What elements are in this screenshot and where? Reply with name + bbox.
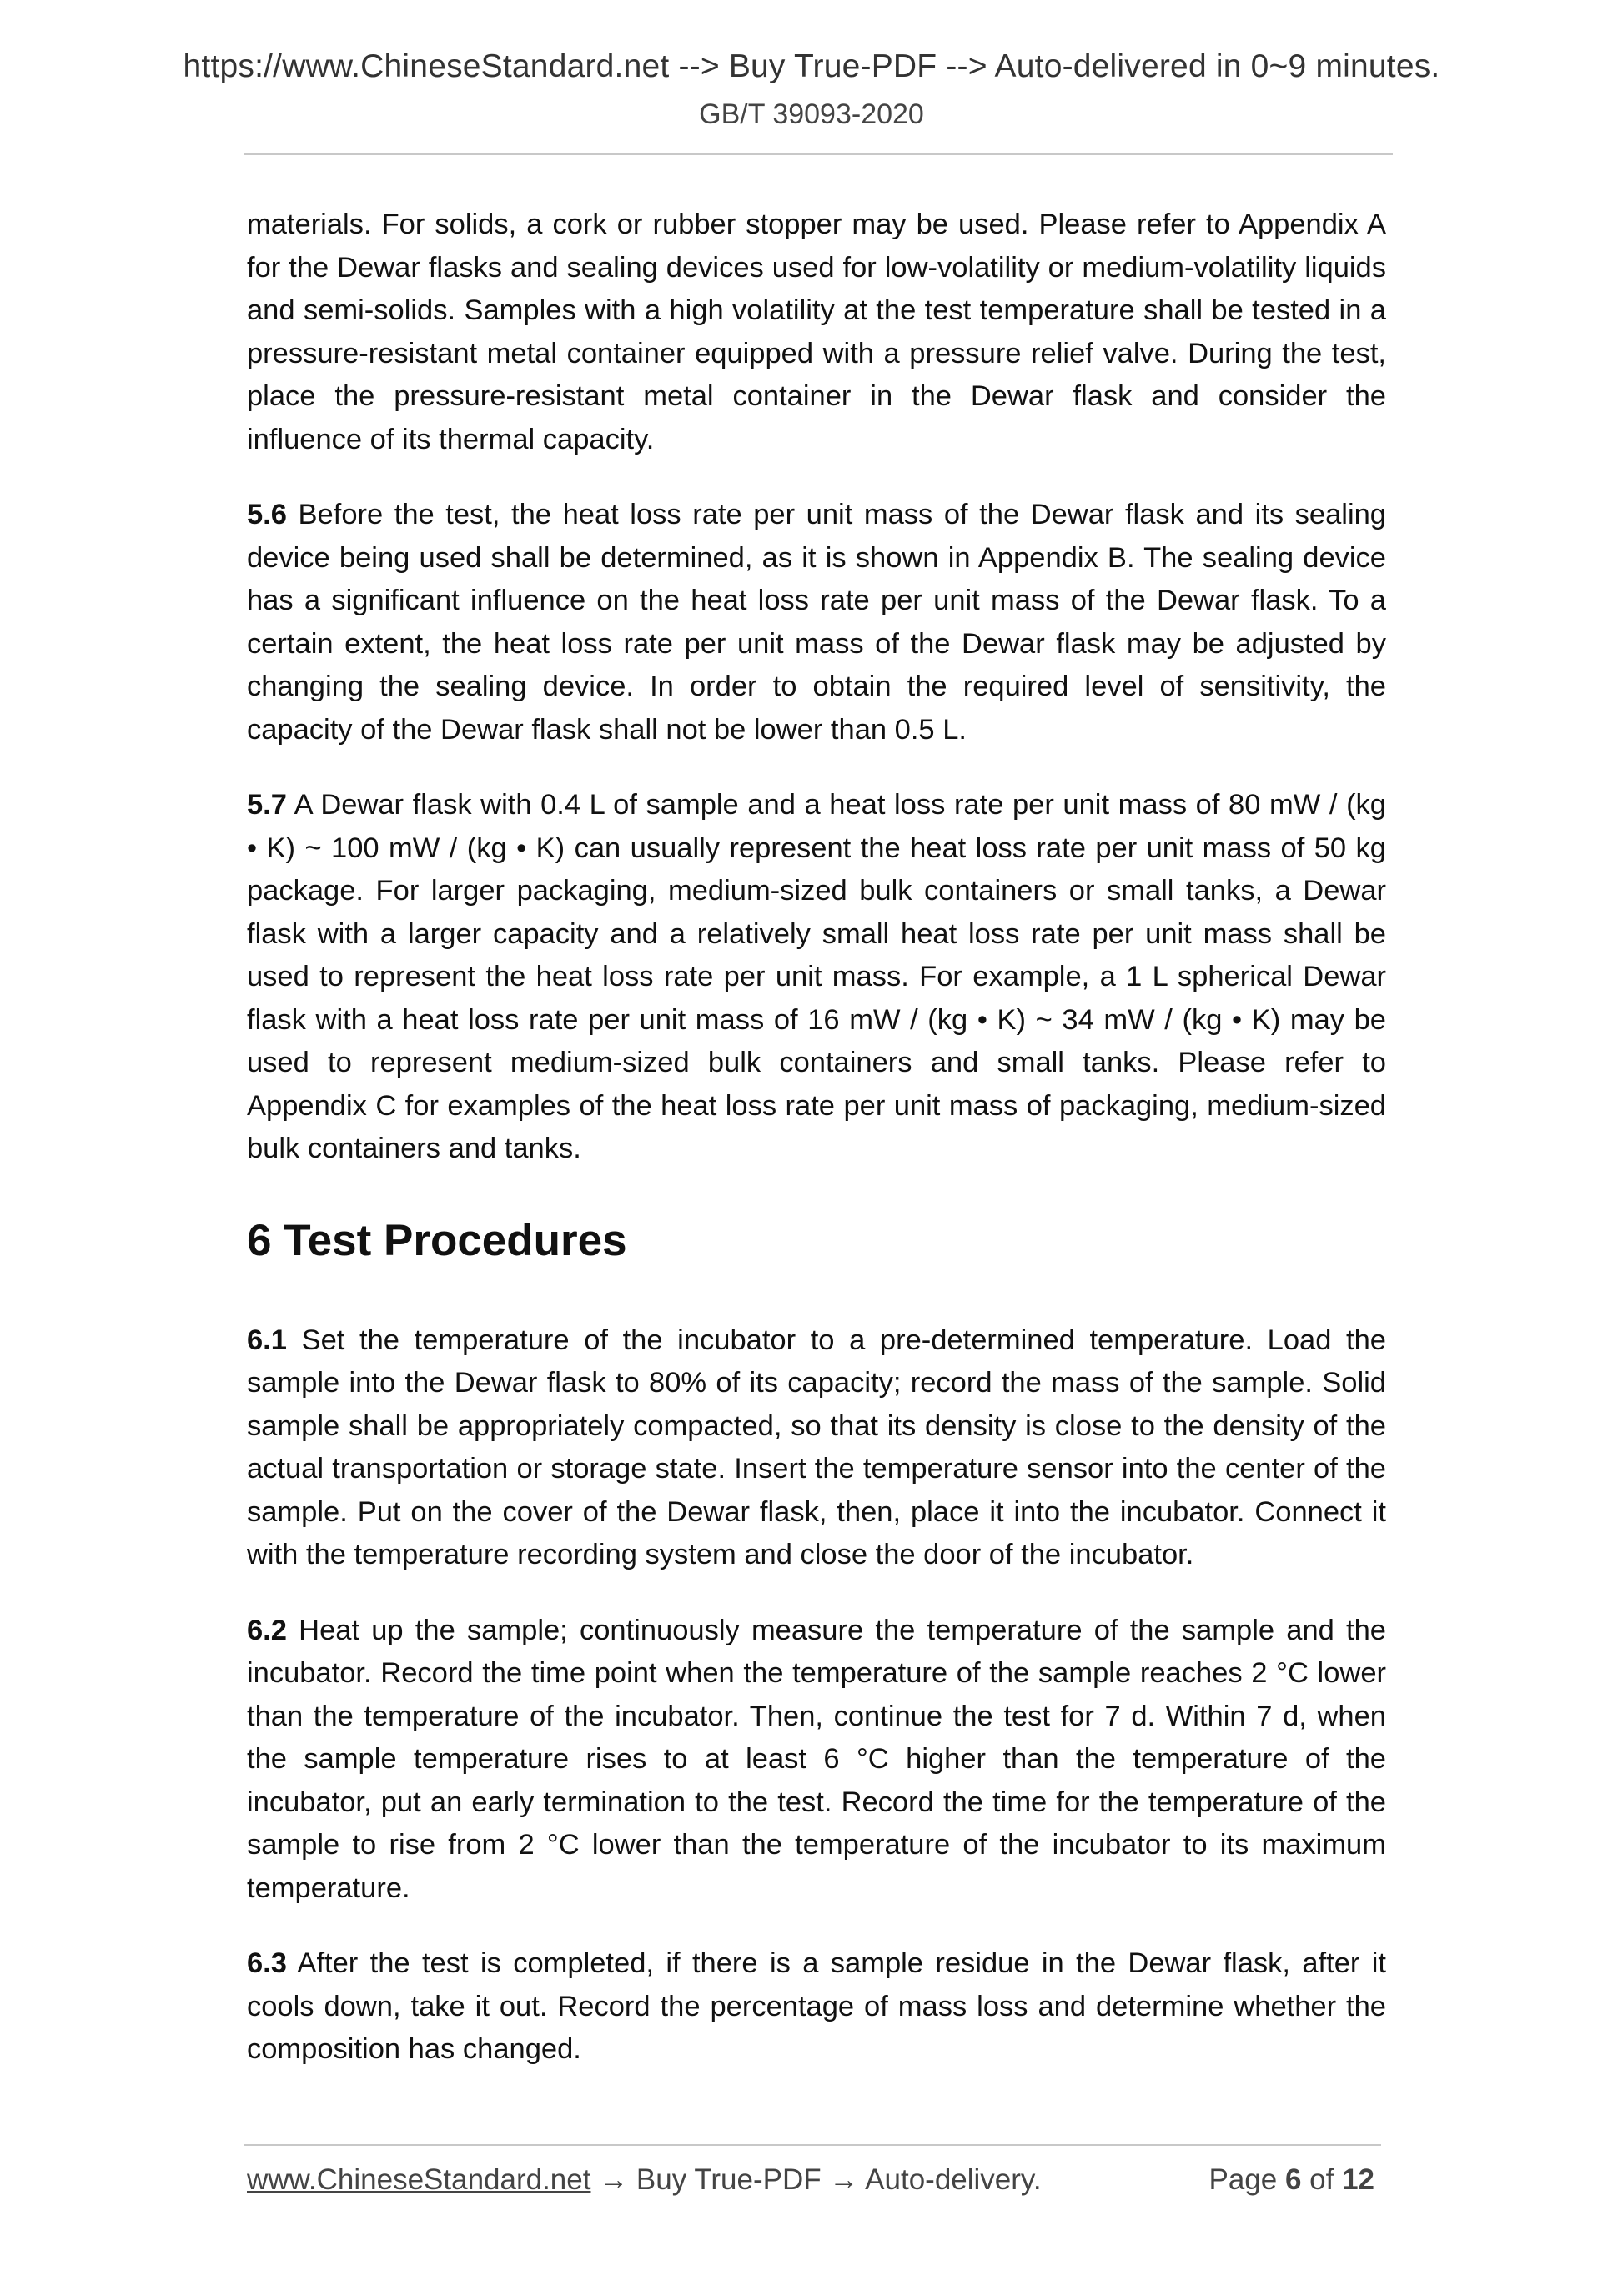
clause-text: A Dewar flask with 0.4 L of sample and a heat loss rate per unit mass of 80 mW / (kg • K) ~ 100 mW / (kg • K) can usually represent the heat loss rate per unit mass of 50 kg package. For larger packaging, medium-sized bulk containers or small tanks, a Dewar flask with a larger capacity and a relatively small heat loss rate per unit mass shall be used to represent the heat loss rate per unit mass. For example, a 1 L spherical Dewar flask with a heat loss rate per unit mass of 16 mW / (kg • K) ~ 34 mW / (kg • K) may be used to represent medium-sized bulk containers and small tanks. Please refer to Appendix C for examples of the heat loss rate per unit mass of packaging, medium-sized bulk containers and tanks.: [247, 789, 1386, 1164]
clause-5-7: [247, 784, 1386, 1171]
current-page-number: 6: [1284, 2163, 1302, 2196]
total-pages-number: 12: [1342, 2163, 1374, 2196]
clause-6-2: [247, 1610, 1386, 1911]
page-footer: [247, 2163, 1381, 2200]
website-link[interactable]: www.ChineseStandard.net: [247, 2163, 591, 2196]
paragraph-text: materials. For solids, a cork or rubber stopper may be used. Please refer to Appendix A for the Dewar flasks and sealing devices used for low-volatility or medium-volatility liquids and semi-solids. Samples with a high volatility at the test temperature shall be tested in a pressure-resistant metal container equipped with a pressure relief valve. During the test, place the pressure-resistant metal container in the Dewar flask and consider the influence of its thermal capacity.: [247, 208, 1386, 455]
clause-text: Set the temperature of the incubator to a pre-determined temperature. Load the sample into the Dewar flask to 80% of its capacity; record the mass of the sample. Solid sample shall be appropriately compacted, so that its density is close to the density of the actual transportation or storage state. Insert the temperature sensor into the center of the sample. Put on the cover of the Dewar flask, then, place it into the incubator. Connect it with the temperature recording system and close the door of the incubator.: [247, 1324, 1386, 1570]
page-content: [247, 203, 1386, 2072]
clause-text: Before the test, the heat loss rate per unit mass of the Dewar flask and its sealing device being used shall be determined, as it is shown in Appendix B. The sealing device has a significant influence on the heat loss rate per unit mass of the Dewar flask. To a certain extent, the heat loss rate per unit mass of the Dewar flask may be adjusted by changing the sealing device. In order to obtain the required level of sensitivity, the capacity of the Dewar flask shall not be lower than 0.5 L.: [247, 499, 1386, 746]
document-code: GB/T 39093-2020: [699, 98, 924, 130]
clause-text: After the test is completed, if there is a sample residue in the Dewar flask, after it cools down, take it out. Record the percentage of mass loss and determine whether the composition has changed.: [247, 1947, 1386, 2065]
clause-text: Heat up the sample; continuously measure the temperature of the sample and the incubator. Record the time point when the temperature of the sample reaches 2 °C lower than the temperature of the incubator. Then, continue the test for 7 d. Within 7 d, when the sample temperature rises to at least 6 °C higher than the temperature of the incubator, put an early termination to the test. Record the time for the temperature of the sample to rise from 2 °C lower than the temperature of the incubator to its maximum temperature.: [247, 1614, 1386, 1904]
clause-number: 6.2: [247, 1614, 287, 1646]
clause-5-6: [247, 494, 1386, 751]
clause-6-1: [247, 1319, 1386, 1577]
clause-number: 6.1: [247, 1324, 287, 1356]
footer-divider: [244, 2144, 1381, 2146]
footer-tagline: → Buy True-PDF → Auto-delivery.: [590, 2163, 1042, 2196]
page-word: Page: [1208, 2163, 1285, 2196]
header-divider: [244, 153, 1393, 155]
clause-number: 6.3: [247, 1947, 287, 1979]
of-word: of: [1301, 2163, 1343, 2196]
footer-left: [247, 2163, 1042, 2197]
clause-number: 5.6: [247, 499, 287, 530]
page-indicator: [1208, 2163, 1374, 2197]
paragraph-continuation: [247, 203, 1386, 461]
clause-6-3: [247, 1942, 1386, 2072]
header-banner: https://www.ChineseStandard.net --> Buy True-PDF --> Auto-delivered in 0~9 minutes.: [183, 48, 1440, 84]
clause-number: 5.7: [247, 789, 287, 821]
section-heading: 6 Test Procedures: [247, 1215, 627, 1265]
